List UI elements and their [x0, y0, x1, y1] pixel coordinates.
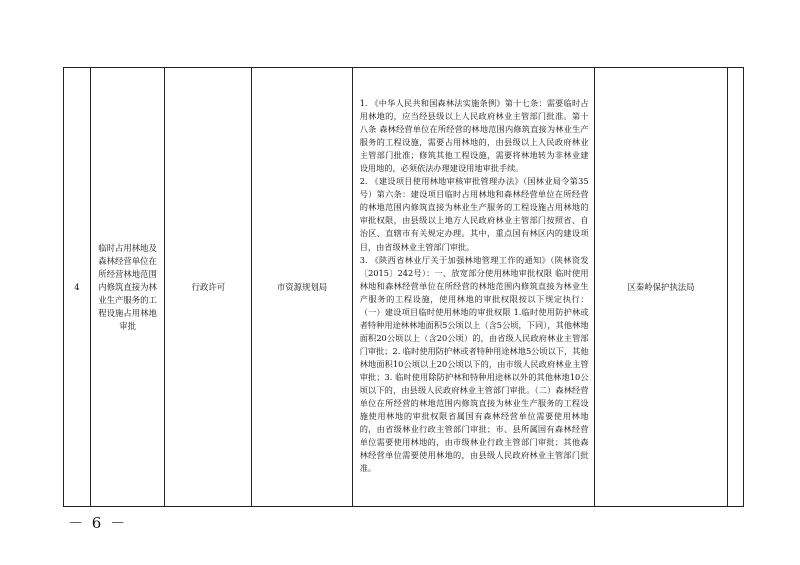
- row-number: 4: [64, 68, 91, 507]
- table-row: [64, 68, 744, 507]
- legal-basis-paragraph: 1. 《中华人民共和国森林法实施条例》第十七条：需要临时占用林地的，应当经县级以上人民政府林业主管部门批准。第十八条 森林经营单位在所经营的林地范围内修筑直接为林业生产服务的工程设施，需要占用林地的，由县级以上人民政府林业主管部门批准；修筑其他工程设施，需要将林地转为非林业建设用地的，必须依法办理建设用地审批手续。: [359, 98, 589, 174]
- legal-basis-paragraph: 2. 《建设项目使用林地审核审批管理办法》（国林业局令第35号）第六条：建设项目临时占用林地和森林经营单位在所经营的林地范围内修筑直接为林业生产服务的工程设施占用林地的审批权限，由县级以上地方人民政府林业主管部门按照省、自治区、直辖市有关规定办理。其中，重点国有林区内的建设项目，由省级林业主管部门审批。: [359, 176, 589, 252]
- department: 市资源规划局: [252, 68, 352, 507]
- authority-table: [63, 67, 744, 507]
- legal-basis-paragraph: 3. 《陕西省林业厅关于加强林地管理工作的通知》（陕林资发〔2015〕242号）：一、放宽部分使用林地审批权限 临时使用林地和森林经营单位在所经营的林地范围内修筑直接为林业生产服务的工程设施，使用林地的审批权限按以下规定执行：（一）建设项目临时使用林地的审批权限 1.临时使用防护林或者特种用途林林地面积5公顷以上（含5公顷，下同），其他林地面积20公顷以上（含20公顷）的，由省级人民政府林业主管部门审批；2. 临时使用防护林或者特种用途林地5公顷以下，其他林地面积10公顷以上20公顷以下的，由市级人民政府林业主管审批；3. 临时使用除防护林和特种用途林以外的其他林地10公顷以下的，由县级人民政府林业主管部门审批。（二）森林经营单位在所经营的林地范围内修筑直接为林业生产服务的工程设施使用林地的审批权限省属国有森林经营单位需要使用林地的，由省级林业行政主管部门审批；市、县所属国有森林经营单位需要使用林地的，由市级林业行政主管部门审批；其他森林经营单位需要使用林地的，由县级人民政府林业主管部门批准。: [359, 254, 589, 474]
- page-number: － 6 －: [68, 514, 128, 532]
- legal-basis: [352, 68, 594, 507]
- executing-unit: 区秦岭保护执法局: [594, 68, 728, 507]
- blank-cell: [728, 68, 744, 507]
- item-name: 临时占用林地及森林经营单位在所经营林地范围内修筑直接为林业生产服务的工程设施占用林地审批: [90, 68, 165, 507]
- item-type: 行政许可: [165, 68, 252, 507]
